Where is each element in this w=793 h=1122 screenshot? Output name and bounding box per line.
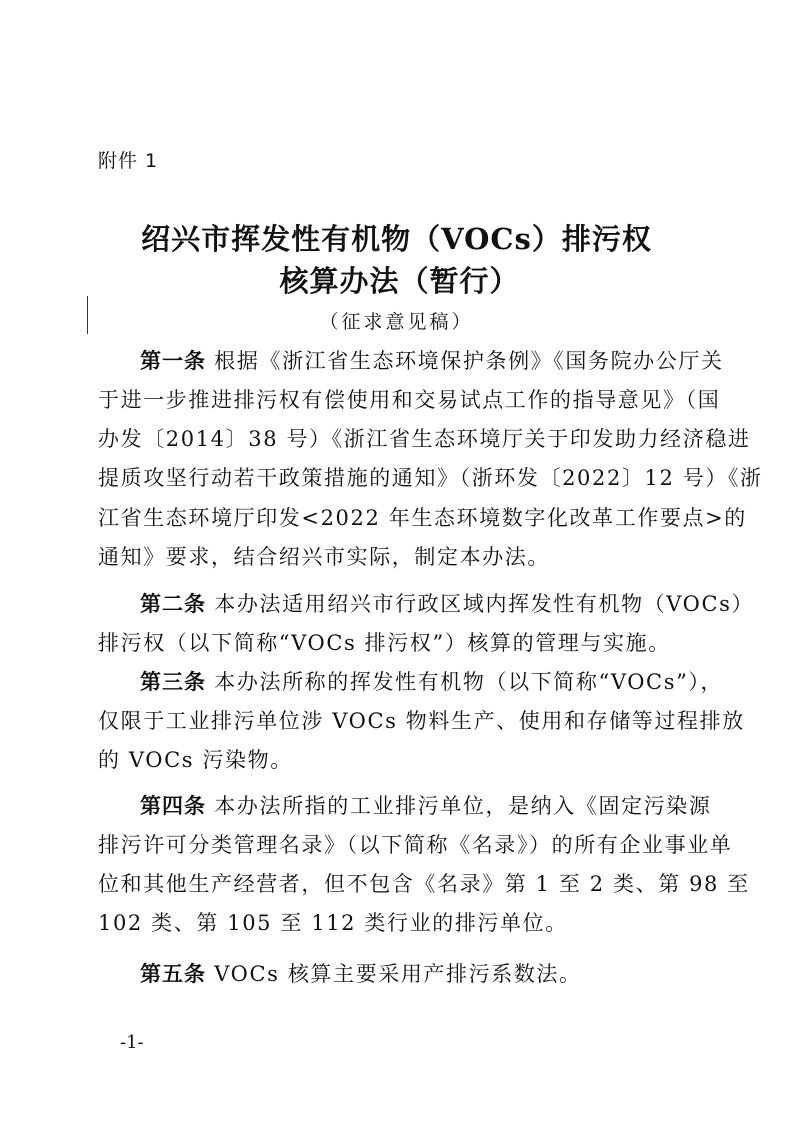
article-4-line-4: 102 类、第 105 至 112 类行业的排污单位。 [98, 911, 568, 935]
article-5-line-1 [140, 959, 698, 989]
article-5-label: 第五条 [140, 962, 206, 986]
title-line-1: 绍兴市挥发性有机物（VOCs）排污权 [141, 222, 652, 256]
title-line-2: 核算办法（暂行） [279, 264, 520, 298]
article-1-line-1 [140, 346, 724, 376]
document-title [0, 218, 793, 302]
article-text: 本办法所指的工业排污单位，是纳入《固定污染源 [214, 794, 712, 818]
article-2-label: 第二条 [140, 592, 206, 616]
article-4-line-2: 排污许可分类管理名录》（以下简称《名录》）的所有企业事业单 [98, 833, 733, 857]
article-text: 本办法适用绍兴市行政区域内挥发性有机物（VOCs） [214, 592, 755, 616]
article-4-line-3: 位和其他生产经营者，但不包含《名录》第 1 至 2 类、第 98 至 [98, 872, 750, 896]
article-3-line-2: 仅限于工业排污单位涉 VOCs 物料生产、使用和存储等过程排放 [98, 709, 745, 733]
article-2-line-1 [140, 589, 755, 619]
article-1-line-3: 办发〔2014〕38 号）《浙江省生态环境厅关于印发助力经济稳进 [98, 427, 751, 451]
article-4-label: 第四条 [140, 794, 206, 818]
article-text: VOCs 核算主要采用产排污系数法。 [214, 962, 582, 986]
article-1-label: 第一条 [140, 349, 206, 373]
article-1-line-4: 提质攻坚行动若干政策措施的通知》（浙环发〔2022〕12 号）《浙 [98, 466, 763, 490]
article-1-line-2: 于进一步推进排污权有偿使用和交易试点工作的指导意见》（国 [98, 388, 721, 412]
article-text: 本办法所称的挥发性有机物（以下简称“VOCs”）， [214, 670, 724, 694]
article-2-line-2: 排污权（以下简称“VOCs 排污权”）核算的管理与实施。 [98, 631, 671, 655]
article-1-line-6: 通知》要求，结合绍兴市实际，制定本办法。 [98, 545, 550, 569]
article-text: 根据《浙江省生态环境保护条例》《国务院办公厅关 [214, 349, 724, 373]
attachment-label: 附件 1 [98, 150, 159, 172]
article-3-line-1 [140, 667, 724, 697]
article-4-line-1 [140, 791, 712, 821]
page-number: -1- [120, 1032, 144, 1053]
article-1-line-5: 江省生态环境厅印发<2022 年生态环境数字化改革工作要点>的 [98, 506, 747, 530]
article-3-line-3: 的 VOCs 污染物。 [98, 748, 293, 772]
draft-subtitle: （征求意见稿） [319, 311, 474, 333]
article-3-label: 第三条 [140, 670, 206, 694]
